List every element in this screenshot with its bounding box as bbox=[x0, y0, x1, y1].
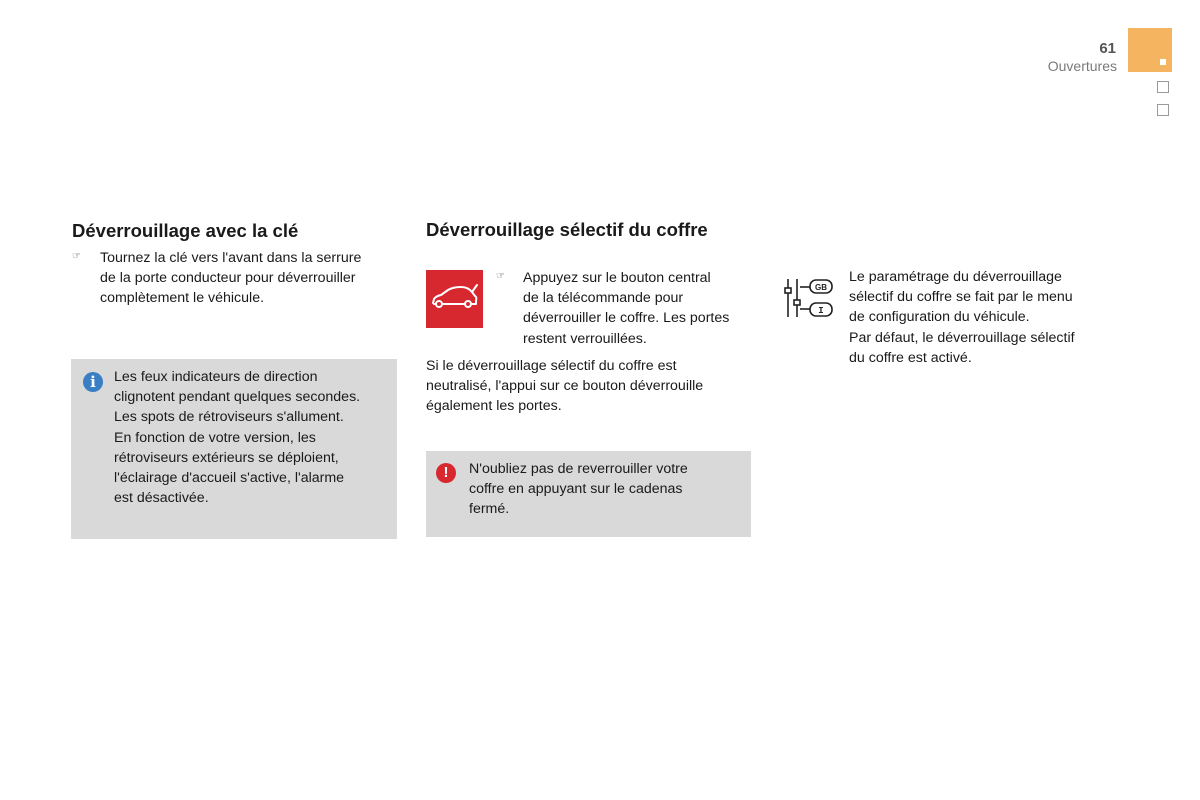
chapter-tab bbox=[1128, 28, 1172, 72]
warning-icon: ! bbox=[436, 463, 456, 483]
text-line: du coffre est activé. bbox=[849, 349, 972, 366]
text-line: l'éclairage d'accueil s'active, l'alarme bbox=[114, 470, 345, 487]
text-line: Par défaut, le déverrouillage sélectif bbox=[849, 329, 1075, 346]
tab-marker-box bbox=[1157, 104, 1169, 116]
remote-unlock-instruction bbox=[523, 268, 758, 349]
heading-key-unlocking: Déverrouillage avec la clé bbox=[72, 220, 299, 241]
info-note-text bbox=[114, 367, 394, 508]
configuration-note bbox=[849, 267, 1114, 368]
text-line: N'oubliez pas de reverrouiller votre bbox=[469, 461, 688, 477]
text-line: Si le déverrouillage sélectif du coffre est bbox=[426, 358, 677, 374]
text-line: restent verrouillées. bbox=[523, 330, 647, 347]
section-title: Ouvertures bbox=[1047, 58, 1117, 74]
heading-selective-boot-unlocking: Déverrouillage sélectif du coffre bbox=[426, 219, 708, 240]
settings-sliders-icon bbox=[783, 276, 835, 320]
text-line: de configuration du véhicule. bbox=[849, 309, 1030, 326]
text-line: Les spots de rétroviseurs s'allument. bbox=[114, 409, 344, 426]
text-line: fermé. bbox=[469, 501, 510, 518]
info-icon: i bbox=[83, 372, 103, 392]
icon-label-top: GB bbox=[815, 283, 827, 292]
hand-bullet-icon: ☞ bbox=[72, 251, 81, 262]
car-boot-icon bbox=[426, 270, 483, 328]
text-line: En fonction de votre version, les bbox=[114, 429, 316, 446]
text-line: complètement le véhicule. bbox=[100, 290, 265, 307]
text-line: Les feux indicateurs de direction bbox=[114, 369, 318, 385]
hand-bullet-icon: ☞ bbox=[496, 271, 505, 282]
text-line: de la télécommande pour bbox=[523, 290, 684, 307]
remote-unlock-button-illustration bbox=[426, 270, 483, 328]
text-line: clignotent pendant quelques secondes. bbox=[114, 389, 361, 406]
tab-marker-box bbox=[1157, 81, 1169, 93]
key-unlock-instruction bbox=[100, 248, 400, 309]
page-number: 61 bbox=[1099, 40, 1116, 57]
text-line: sélectif du coffre se fait par le menu bbox=[849, 289, 1073, 306]
text-line: neutralisé, l'appui sur ce bouton déverrouille bbox=[426, 378, 704, 395]
icon-label-bottom: I bbox=[818, 306, 824, 316]
text-line: Appuyez sur le bouton central bbox=[523, 270, 711, 286]
text-line: de la porte conducteur pour déverrouiller bbox=[100, 270, 356, 287]
text-line: Tournez la clé vers l'avant dans la serrure bbox=[100, 250, 362, 266]
text-line: est désactivée. bbox=[114, 490, 209, 507]
text-line: Le paramétrage du déverrouillage bbox=[849, 269, 1062, 285]
text-line: rétroviseurs extérieurs se déploient, bbox=[114, 449, 339, 466]
text-line: déverrouiller le coffre. Les portes bbox=[523, 310, 730, 327]
neutralised-note bbox=[426, 356, 756, 417]
tab-current-marker bbox=[1160, 59, 1166, 65]
text-line: coffre en appuyant sur le cadenas bbox=[469, 481, 683, 498]
text-line: également les portes. bbox=[426, 398, 562, 415]
warning-note-text bbox=[469, 459, 744, 520]
